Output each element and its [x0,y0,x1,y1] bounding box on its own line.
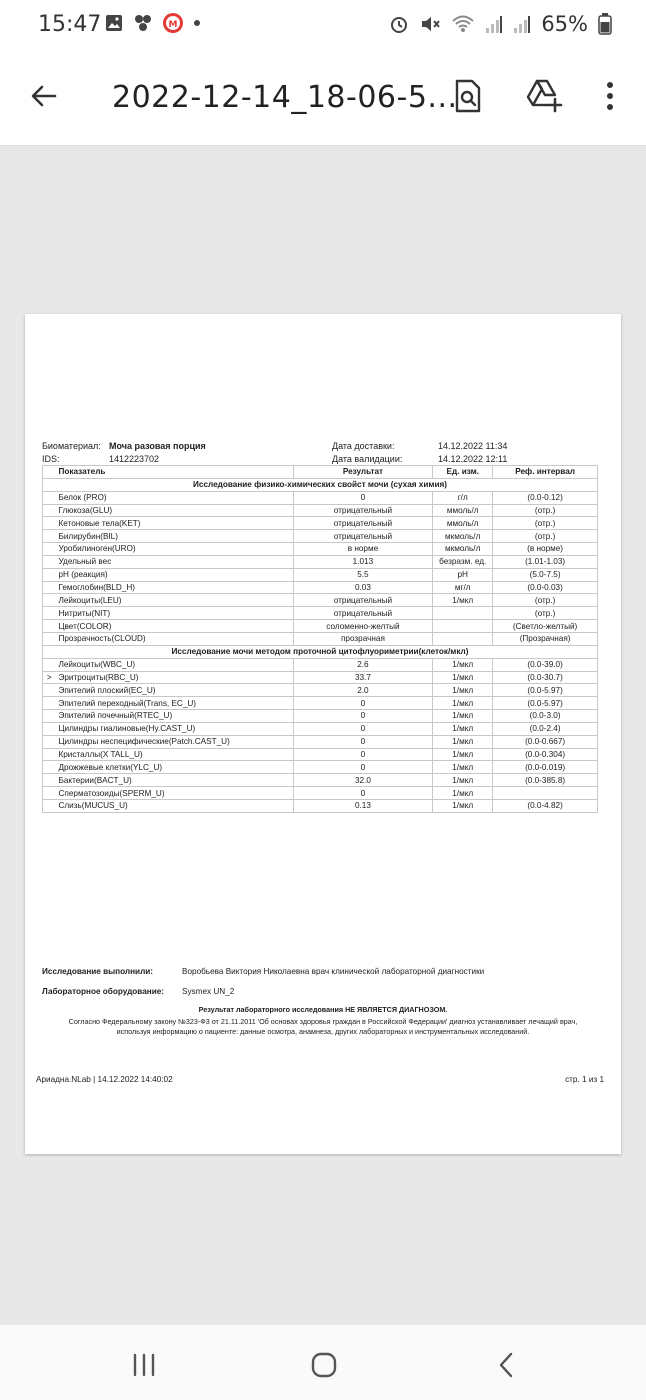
svg-text:M: M [168,20,178,30]
app-badge-icon [162,12,184,34]
row-ref: (5.0-7.5) [493,568,598,581]
page-footer-left: Ариадна.NLab | 14.12.2022 14:40:02 [36,1075,173,1084]
table-row [43,581,598,594]
table-row [43,568,598,581]
ids-label: IDS: [42,454,60,464]
row-result: отрицательный [293,594,433,607]
row-result: 33.7 [293,671,433,684]
row-result: 5.5 [293,568,433,581]
document-title: 2022-12-14_18-06-5... [112,80,458,115]
mute-icon [419,14,441,34]
row-result: 0.03 [293,581,433,594]
table-row [43,684,598,697]
disclaimer-line-2: используя информацию о пациенте: данные осмотра, анамнеза, других лабораторных и инструментальных исследований. [116,1027,530,1036]
row-ref: (0.0-0.667) [493,735,598,748]
row-ref: (0.0-5.97) [493,697,598,710]
row-name: Прозрачность(CLOUD) [55,632,293,645]
row-ref: (в норме) [493,543,598,556]
row-result: соломенно-желтый [293,620,433,633]
recent-apps-icon [131,1353,157,1377]
row-ref: (0.0-0.03) [493,581,598,594]
row-name: Кристаллы(X TALL_U) [55,748,293,761]
row-unit: ммоль/л [433,504,493,517]
row-name: Цвет(COLOR) [55,620,293,633]
row-flag [43,748,56,761]
row-unit: 1/мкл [433,761,493,774]
row-name: Уробилиноген(URO) [55,543,293,556]
table-row [43,594,598,607]
row-name: Лейкоциты(WBC_U) [55,658,293,671]
disclaimer-line-1: Согласно Федеральному закону №323-Ф3 от 21.11.2011 'Об основах здоровья граждан в Российской Федерации' диагноз устанавливает лечащий врач, [68,1017,578,1026]
row-unit [433,632,493,645]
table-row [43,504,598,517]
row-result: 0 [293,761,433,774]
row-unit: pH [433,568,493,581]
row-ref: (0.0-0.304) [493,748,598,761]
row-ref: (0.0-30.7) [493,671,598,684]
gallery-icon [104,13,124,33]
row-name: Кетоновые тела(KET) [55,517,293,530]
row-flag [43,620,56,633]
delivery-date-label: Дата доставки: [332,441,395,451]
row-flag [43,761,56,774]
header-ref: Реф. интервал [493,466,598,479]
table-row [43,697,598,710]
row-unit: мкмоль/л [433,543,493,556]
performed-label: Исследование выполнили: [42,967,154,976]
row-result: 0 [293,722,433,735]
row-flag [43,607,56,620]
row-ref [493,787,598,800]
equipment-value: Sysmex UN_2 [182,987,235,996]
navigation-bar [0,1325,646,1400]
row-flag [43,568,56,581]
row-unit: 1/мкл [433,735,493,748]
recent-apps-button[interactable] [124,1345,164,1385]
app-bar [0,50,646,146]
row-unit: ммоль/л [433,517,493,530]
battery-percent: 65% [541,12,588,36]
row-unit: 1/мкл [433,684,493,697]
row-name: Лейкоциты(LEU) [55,594,293,607]
table-row [43,774,598,787]
arrow-left-icon [29,81,59,111]
row-flag: > [43,671,56,684]
row-flag [43,594,56,607]
row-ref: (0.0-2.4) [493,722,598,735]
ids-value: 1412223702 [109,454,160,464]
alarm-icon [389,14,409,34]
row-name: Нитриты(NIT) [55,607,293,620]
document-viewer[interactable] [0,147,646,1325]
row-result: в норме [293,543,433,556]
dot-icon [192,18,202,28]
section-dry-chemistry [43,478,598,491]
row-result: отрицательный [293,530,433,543]
row-ref: (0.0-4.82) [493,799,598,812]
notification-icons [104,12,202,34]
row-result: 0.13 [293,799,433,812]
row-name: Сперматозоиды(SPERM_U) [55,787,293,800]
row-name: Эпителий почечный(RTEC_U) [55,710,293,723]
row-name: Цилиндры неспецифические(Patch.CAST_U) [55,735,293,748]
biomaterial-label: Биоматериал: [42,441,101,451]
row-unit: 1/мкл [433,799,493,812]
table-row [43,735,598,748]
home-button[interactable] [304,1345,344,1385]
row-result: прозрачная [293,632,433,645]
row-result: 2.0 [293,684,433,697]
performed-value: Воробьева Виктория Николаевна врач клинической лабораторной диагностики [182,967,485,976]
table-row [43,632,598,645]
row-name: Дрожжевые клетки(YLC_U) [55,761,293,774]
table-row [43,530,598,543]
row-name: Глюкоза(GLU) [55,504,293,517]
row-unit: 1/мкл [433,787,493,800]
row-ref: (1.01-1.03) [493,555,598,568]
signal-1-icon [485,14,503,34]
row-ref: (0.0-0.019) [493,761,598,774]
page-footer-right: стр. 1 из 1 [565,1075,604,1084]
community-icon [132,13,154,33]
row-ref: (отр.) [493,530,598,543]
row-unit [433,607,493,620]
table-row [43,787,598,800]
table-row [43,555,598,568]
wifi-icon [451,14,475,34]
add-to-drive-button[interactable] [522,74,566,118]
more-vert-icon [606,81,614,111]
row-result: 0 [293,710,433,723]
row-flag [43,774,56,787]
row-ref: (Прозрачная) [493,632,598,645]
row-flag [43,581,56,594]
row-name: Эпителий переходный(Trans, EC_U) [55,697,293,710]
row-name: Бактерии(BACT_U) [55,774,293,787]
pdf-page [25,314,621,1154]
row-flag [43,684,56,697]
row-flag [43,530,56,543]
back-button[interactable] [24,76,64,116]
row-ref: (отр.) [493,517,598,530]
system-back-button[interactable] [486,1345,526,1385]
table-row [43,607,598,620]
table-row [43,543,598,556]
row-result: отрицательный [293,607,433,620]
row-unit: 1/мкл [433,748,493,761]
chevron-left-icon [496,1351,516,1379]
table-row [43,722,598,735]
row-flag [43,632,56,645]
row-unit: г/л [433,491,493,504]
validation-date-label: Дата валидации: [332,454,403,464]
table-row [43,671,598,684]
header-unit: Ед. изм. [433,466,493,479]
row-result: 0 [293,787,433,800]
row-flag [43,735,56,748]
row-flag [43,658,56,671]
row-ref: (Светло-желтый) [493,620,598,633]
row-name: Цилиндры гиалиновые(Hy.CAST_U) [55,722,293,735]
more-options-button[interactable] [590,74,630,118]
row-ref: (0.0-385.8) [493,774,598,787]
row-unit [433,620,493,633]
row-unit: 1/мкл [433,658,493,671]
row-flag [43,504,56,517]
row-result: 0 [293,748,433,761]
row-unit: 1/мкл [433,722,493,735]
row-ref: (0.0-39.0) [493,658,598,671]
row-flag [43,555,56,568]
row-result: 1.013 [293,555,433,568]
section-cytometry-title: Исследование мочи методом проточной цитофлуориметрии(клеток/мкл) [43,645,598,658]
equipment-label: Лабораторное оборудование: [42,987,165,996]
header-result: Результат [293,466,433,479]
header-name: Показатель [55,466,293,479]
system-icons [389,12,612,36]
table-row [43,620,598,633]
row-flag [43,710,56,723]
table-row [43,491,598,504]
section-cytometry [43,645,598,658]
row-name: Гемоглобин(BLD_H) [55,581,293,594]
row-name: Билирубин(BIL) [55,530,293,543]
row-flag [43,491,56,504]
row-unit: 1/мкл [433,594,493,607]
row-ref: (0.0-0.12) [493,491,598,504]
row-result: отрицательный [293,517,433,530]
row-name: Эпителий плоский(EC_U) [55,684,293,697]
table-row [43,710,598,723]
status-time: 15:47 [38,12,102,37]
row-flag [43,799,56,812]
delivery-date-value: 14.12.2022 11:34 [438,441,508,451]
battery-icon [598,13,612,35]
row-name: Удельный вес [55,555,293,568]
row-result: 2.6 [293,658,433,671]
drive-add-icon [525,79,563,113]
table-header-row [43,466,598,479]
row-unit: 1/мкл [433,697,493,710]
home-icon [310,1351,338,1379]
row-unit: мкмоль/л [433,530,493,543]
row-unit: 1/мкл [433,671,493,684]
row-result: 0 [293,491,433,504]
table-row [43,658,598,671]
section-dry-chemistry-title: Исследование физико-химических свойст мочи (сухая химия) [43,478,598,491]
row-flag [43,517,56,530]
row-result: 0 [293,697,433,710]
validation-date-value: 14.12.2022 12:11 [438,454,508,464]
search-document-button[interactable] [446,74,490,118]
signal-2-icon [513,14,531,34]
row-ref: (отр.) [493,607,598,620]
table-row [43,799,598,812]
row-result: 0 [293,735,433,748]
row-name: Эритроциты(RBC_U) [55,671,293,684]
document-search-icon [453,79,483,113]
table-row [43,517,598,530]
table-row [43,748,598,761]
row-name: Белок (PRO) [55,491,293,504]
row-unit: безразм. ед. [433,555,493,568]
biomaterial-value: Моча разовая порция [109,441,206,451]
row-flag [43,697,56,710]
row-result: 32.0 [293,774,433,787]
row-flag [43,543,56,556]
row-name: Слизь(MUCUS_U) [55,799,293,812]
row-ref: (отр.) [493,504,598,517]
results-table [42,465,598,813]
row-unit: мг/л [433,581,493,594]
row-ref: (0.0-5.97) [493,684,598,697]
row-name: pH (реакция) [55,568,293,581]
status-bar [0,0,646,50]
row-unit: 1/мкл [433,710,493,723]
row-result: отрицательный [293,504,433,517]
row-flag [43,722,56,735]
table-row [43,761,598,774]
row-ref: (0.0-3.0) [493,710,598,723]
row-unit: 1/мкл [433,774,493,787]
row-ref: (отр.) [493,594,598,607]
row-flag [43,787,56,800]
disclaimer-title: Результат лабораторного исследования НЕ ЯВЛЯЕТСЯ ДИАГНОЗОМ. [198,1005,448,1014]
